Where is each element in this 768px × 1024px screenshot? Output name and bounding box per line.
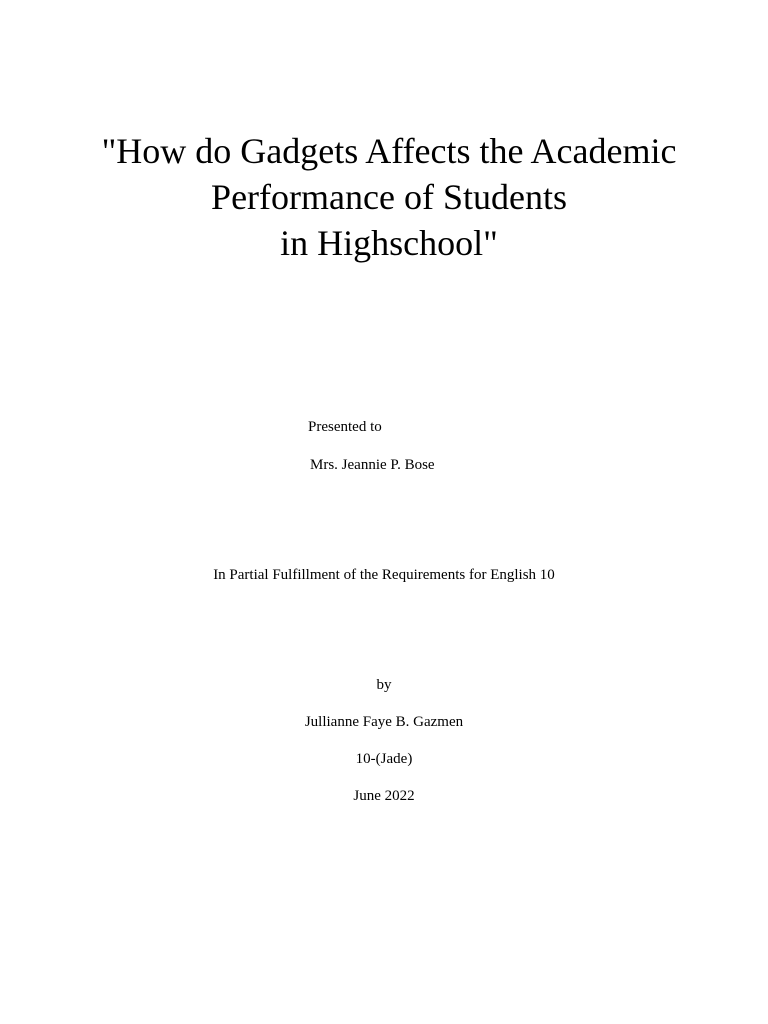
author-name: Jullianne Faye B. Gazmen bbox=[304, 714, 464, 730]
by-label: by bbox=[376, 677, 392, 693]
fulfillment-statement: In Partial Fulfillment of the Requirements for English 10 bbox=[213, 567, 555, 583]
title-line-2: Performance of Students bbox=[211, 177, 567, 217]
submission-date: June 2022 bbox=[353, 788, 415, 804]
class-section: 10-(Jade) bbox=[355, 751, 413, 767]
document-title bbox=[0, 128, 768, 266]
title-line-3: in Highschool" bbox=[280, 223, 498, 263]
presented-to-label: Presented to bbox=[308, 419, 382, 435]
presented-to-name: Mrs. Jeannie P. Bose bbox=[310, 457, 435, 473]
title-line-1: "How do Gadgets Affects the Academic bbox=[101, 131, 677, 171]
